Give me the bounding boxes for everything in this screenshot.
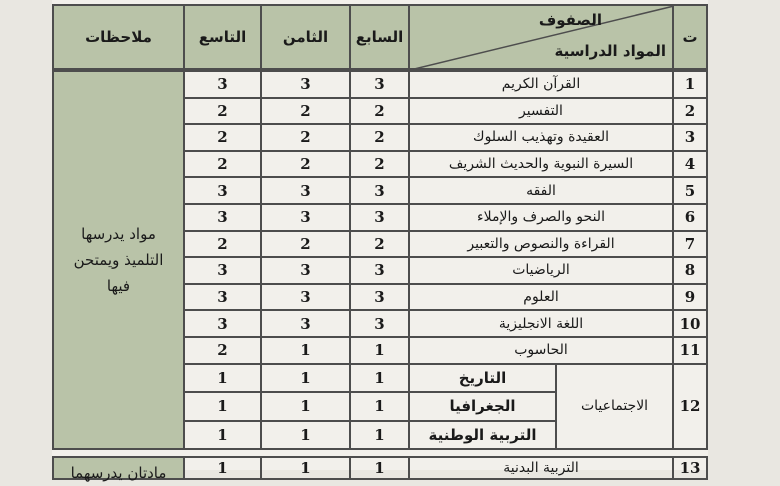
table-row-grade9: 3 <box>183 309 262 338</box>
table-row-index: 3 <box>672 123 708 152</box>
table-row-subject: الفقه <box>408 176 674 205</box>
social-row-subject: التاريخ <box>408 363 557 394</box>
table-row-index: 10 <box>672 309 708 338</box>
table-row-grade7: 2 <box>349 123 410 152</box>
table-row-grade9: 2 <box>183 97 262 126</box>
table-row-grade8: 1 <box>260 336 351 365</box>
header-index: ت <box>672 4 708 70</box>
table-row-grade7: 2 <box>349 230 410 259</box>
social-row-grade8: 1 <box>260 363 351 394</box>
header-grade8: الثامن <box>260 4 351 70</box>
table-row-index: 9 <box>672 283 708 312</box>
table-row-subject: الحاسوب <box>408 336 674 365</box>
table-row-grade7: 3 <box>349 283 410 312</box>
table-row-grade7: 2 <box>349 150 410 179</box>
table-row-index: 6 <box>672 203 708 232</box>
header-subjects-label: المواد الدراسية <box>554 42 666 60</box>
table-row-grade9: 3 <box>183 203 262 232</box>
table-row-subject: النحو والصرف والإملاء <box>408 203 674 232</box>
social-row-grade7: 1 <box>349 420 410 451</box>
table-row-grade9: 3 <box>183 70 262 99</box>
header-grade9: التاسع <box>183 4 262 70</box>
social-row-grade7: 1 <box>349 391 410 422</box>
table-row-index: 7 <box>672 230 708 259</box>
table-row-subject: العلوم <box>408 283 674 312</box>
social-row-grade8: 1 <box>260 391 351 422</box>
social-row-grade9: 1 <box>183 420 262 451</box>
table-row-grade7: 3 <box>349 256 410 285</box>
social-row-grade9: 1 <box>183 363 262 394</box>
table-row-grade9: 3 <box>183 256 262 285</box>
table-row-grade8: 3 <box>260 283 351 312</box>
table-row-index: 11 <box>672 336 708 365</box>
table-row-grade8: 2 <box>260 123 351 152</box>
table-row-index: 8 <box>672 256 708 285</box>
row13-grade9: 1 <box>183 456 262 480</box>
social-row-subject: التربية الوطنية <box>408 420 557 451</box>
table-row-grade9: 2 <box>183 336 262 365</box>
notes-bottom: مادتان يدرسهما <box>52 456 185 480</box>
social-row-subject: الجغرافيا <box>408 391 557 422</box>
table-row-grade8: 2 <box>260 97 351 126</box>
table-row-subject: العقيدة وتهذيب السلوك <box>408 123 674 152</box>
social-row-grade8: 1 <box>260 420 351 451</box>
table-row-grade7: 3 <box>349 309 410 338</box>
table-row-grade7: 3 <box>349 176 410 205</box>
table-row-subject: القراءة والنصوص والتعبير <box>408 230 674 259</box>
row13-grade7: 1 <box>349 456 410 480</box>
table-row-index: 2 <box>672 97 708 126</box>
social-row-grade7: 1 <box>349 363 410 394</box>
table-row-grade9: 2 <box>183 230 262 259</box>
table-row-grade9: 2 <box>183 123 262 152</box>
header-grades-label: الصفوف <box>538 11 602 29</box>
table-row-subject: التفسير <box>408 97 674 126</box>
header-notes: ملاحظات <box>52 4 185 70</box>
table-row-grade8: 3 <box>260 309 351 338</box>
table-row-index: 4 <box>672 150 708 179</box>
table-row-grade8: 3 <box>260 256 351 285</box>
table-row-grade8: 3 <box>260 70 351 99</box>
curriculum-table <box>52 0 708 483</box>
row13-grade8: 1 <box>260 456 351 480</box>
table-row-index: 5 <box>672 176 708 205</box>
table-row-grade8: 2 <box>260 150 351 179</box>
table-row-grade8: 3 <box>260 203 351 232</box>
table-row-subject: الرياضيات <box>408 256 674 285</box>
header-grade7: السابع <box>349 4 410 70</box>
table-row-grade7: 2 <box>349 97 410 126</box>
table-row-grade9: 3 <box>183 283 262 312</box>
row13-subject: التربية البدنية <box>408 456 674 480</box>
social-group-index: 12 <box>672 363 708 451</box>
table-row-subject: القرآن الكريم <box>408 70 674 99</box>
table-row-grade7: 3 <box>349 70 410 99</box>
table-row-subject: السيرة النبوية والحديث الشريف <box>408 150 674 179</box>
table-row-grade8: 3 <box>260 176 351 205</box>
social-group-label: الاجتماعيات <box>555 363 674 451</box>
header-subjects-grades <box>408 4 674 70</box>
notes-main: مواد يدرسها التلميذ ويمتحن فيها <box>52 70 185 450</box>
table-row-grade9: 2 <box>183 150 262 179</box>
row13-index: 13 <box>672 456 708 480</box>
table-row-grade7: 3 <box>349 203 410 232</box>
table-row-grade7: 1 <box>349 336 410 365</box>
table-row-index: 1 <box>672 70 708 99</box>
table-row-grade9: 3 <box>183 176 262 205</box>
table-row-subject: اللغة الانجليزية <box>408 309 674 338</box>
table-row-grade8: 2 <box>260 230 351 259</box>
social-row-grade9: 1 <box>183 391 262 422</box>
